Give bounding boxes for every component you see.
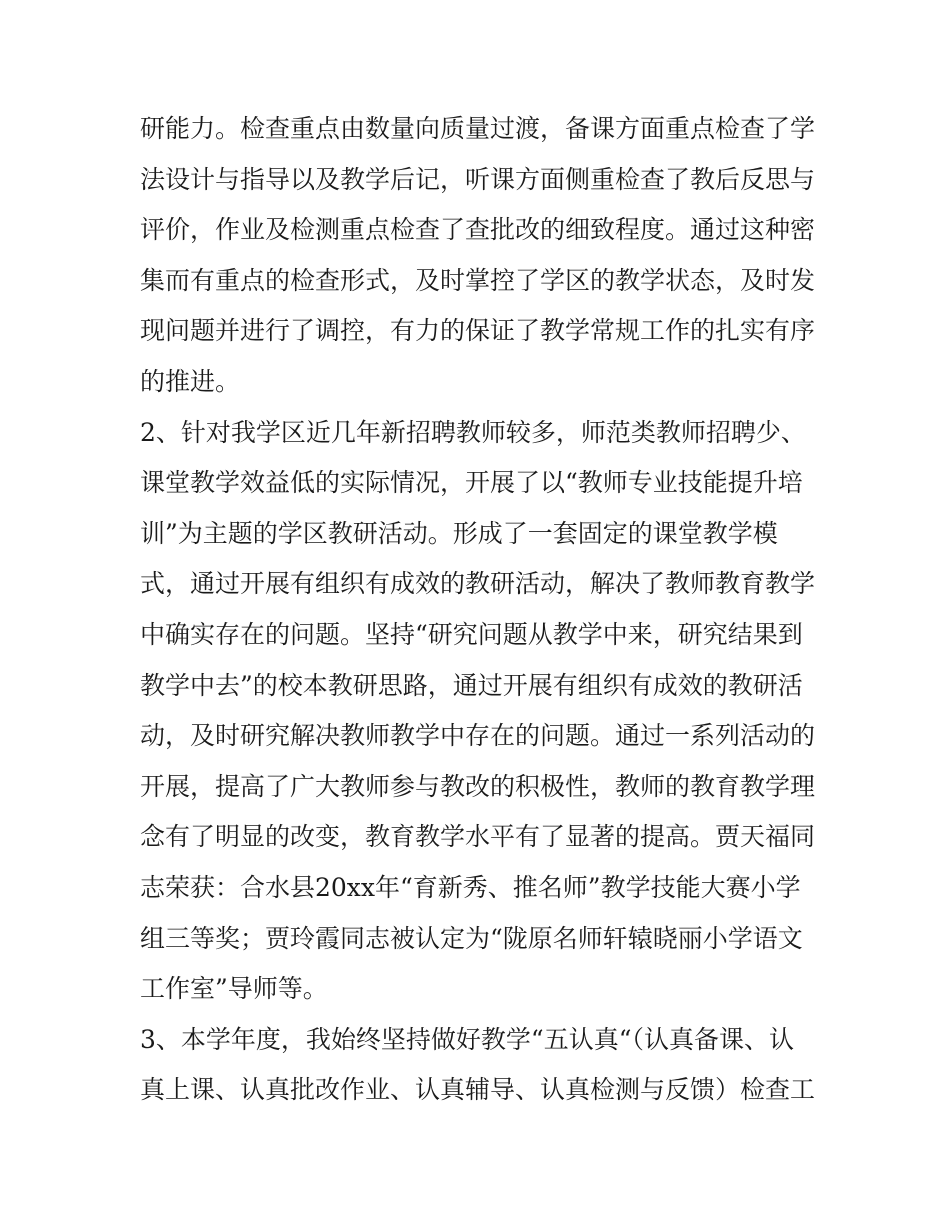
text-line: 训”为主题的学区教研活动。形成了一套固定的课堂教学模 (140, 518, 778, 548)
text-line: 组三等奖；贾玲霞同志被认定为“陇原名师轩辕晓丽小学语文 (140, 923, 803, 953)
text-line: 中确实存在的问题。坚持“研究问题从教学中来，研究结果到 (140, 619, 803, 649)
text-line: 志荣获：合水县20xx年“育新秀、推名师”教学技能大赛小学 (140, 872, 801, 902)
paragraph-3-start: 3、本学年度，我始终坚持做好教学“五认真“（认真备课、认 (140, 1024, 794, 1054)
text-line: 集而有重点的检查形式，及时掌控了学区的教学状态，及时发 (140, 265, 816, 295)
text-line: 法设计与指导以及教学后记，听课方面侧重检查了教后反思与 (140, 164, 816, 194)
text-line: 现问题并进行了调控，有力的保证了教学常规工作的扎实有序 (140, 316, 816, 346)
text-line: 真上课、认真批改作业、认真辅导、认真检测与反馈）检查工 (140, 1075, 816, 1105)
text-line: 念有了明显的改变，教育教学水平有了显著的提高。贾天福同 (140, 822, 816, 852)
text-line: 的推进。 (140, 366, 241, 396)
text-line: 动，及时研究解决教师教学中存在的问题。通过一系列活动的 (140, 721, 816, 751)
text-line: 式，通过开展有组织有成效的教研活动，解决了教师教育教学 (140, 569, 816, 599)
paragraph-2-start: 2、针对我学区近几年新招聘教师较多，师范类教师招聘少、 (140, 417, 806, 447)
text-line: 开展，提高了广大教师参与教改的积极性，教师的教育教学理 (140, 771, 816, 801)
document-body (140, 104, 816, 1116)
text-line: 工作室”导师等。 (140, 974, 328, 1004)
text-line: 评价，作业及检测重点检查了查批改的细致程度。通过这种密 (140, 215, 816, 245)
text-line: 课堂教学效益低的实际情况，开展了以“教师专业技能提升培 (140, 468, 803, 498)
text-line: 教学中去”的校本教研思路，通过开展有组织有成效的教研活 (140, 670, 803, 700)
text-line: 研能力。检查重点由数量向质量过渡，备课方面重点检查了学 (140, 114, 816, 143)
